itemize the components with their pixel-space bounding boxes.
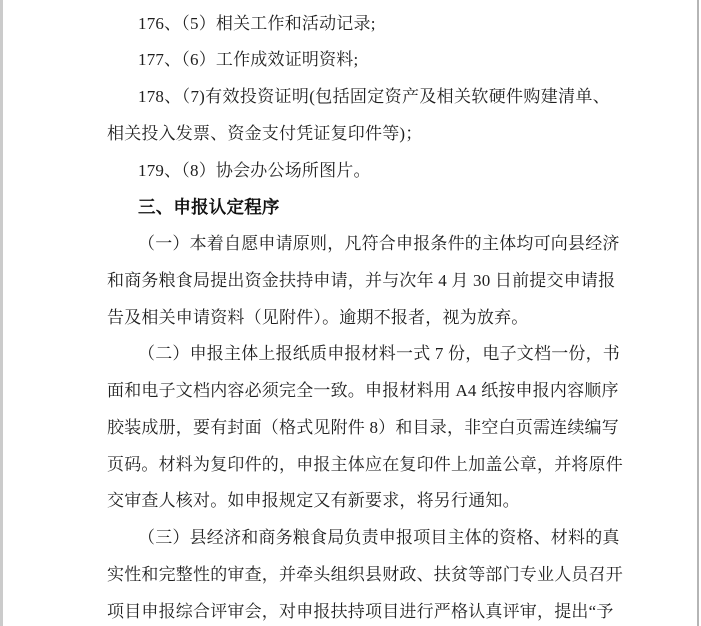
paragraph-3-line-3: 项目申报综合评审会，对申报扶持项目进行严格认真评审，提出“予: [107, 601, 614, 621]
paragraph-1-line-1: （一）本着自愿申请原则，凡符合申报条件的主体均可向县经济: [138, 234, 620, 254]
section-heading: 三、申报认定程序: [138, 197, 280, 218]
paragraph-2-line-4: 页码。材料为复印件的，申报主体应在复印件上加盖公章，并将原件: [107, 454, 623, 474]
paragraph-1-line-3: 告及相关申请资料（见附件）。逾期不报者，视为放弃。: [107, 307, 529, 327]
paragraph-2-line-2: 面和电子文档内容必须完全一致。申报材料用 A4 纸按申报内容顺序: [107, 381, 619, 401]
paragraph-3-line-2: 实性和完整性的审查，并牵头组织县财政、扶贫等部门专业人员召开: [107, 564, 623, 584]
paragraph-3-line-1: （三）县经济和商务粮食局负责申报项目主体的资格、材料的真: [138, 528, 620, 548]
page-left-edge: [0, 0, 3, 626]
page-right-edge: [697, 0, 699, 626]
list-item-176: 176、（5）相关工作和活动记录;: [138, 13, 376, 33]
paragraph-1-line-2: 和商务粮食局提出资金扶持申请，并与次年 4 月 30 日前提交申请报: [107, 270, 616, 290]
list-item-178-line-2: 相关投入发票、资金支付凭证复印件等)；: [107, 123, 423, 143]
paragraph-2-line-5: 交审查人核对。如申报规定又有新要求，将另行通知。: [107, 491, 520, 511]
list-item-177: 177、（6）工作成效证明资料;: [138, 50, 359, 70]
document-body: [107, 6, 623, 626]
list-item-179: 179、（8）协会办公场所图片。: [138, 160, 371, 180]
paragraph-2-line-1: （二）申报主体上报纸质申报材料一式 7 份，电子文档一份，书: [138, 344, 620, 364]
paragraph-2-line-3: 胶装成册，要有封面（格式见附件 8）和目录，非空白页需连续编写: [107, 417, 619, 437]
list-item-178-line-1: 178、（7)有效投资证明(包括固定资产及相关软硬件购建清单、: [138, 87, 610, 107]
